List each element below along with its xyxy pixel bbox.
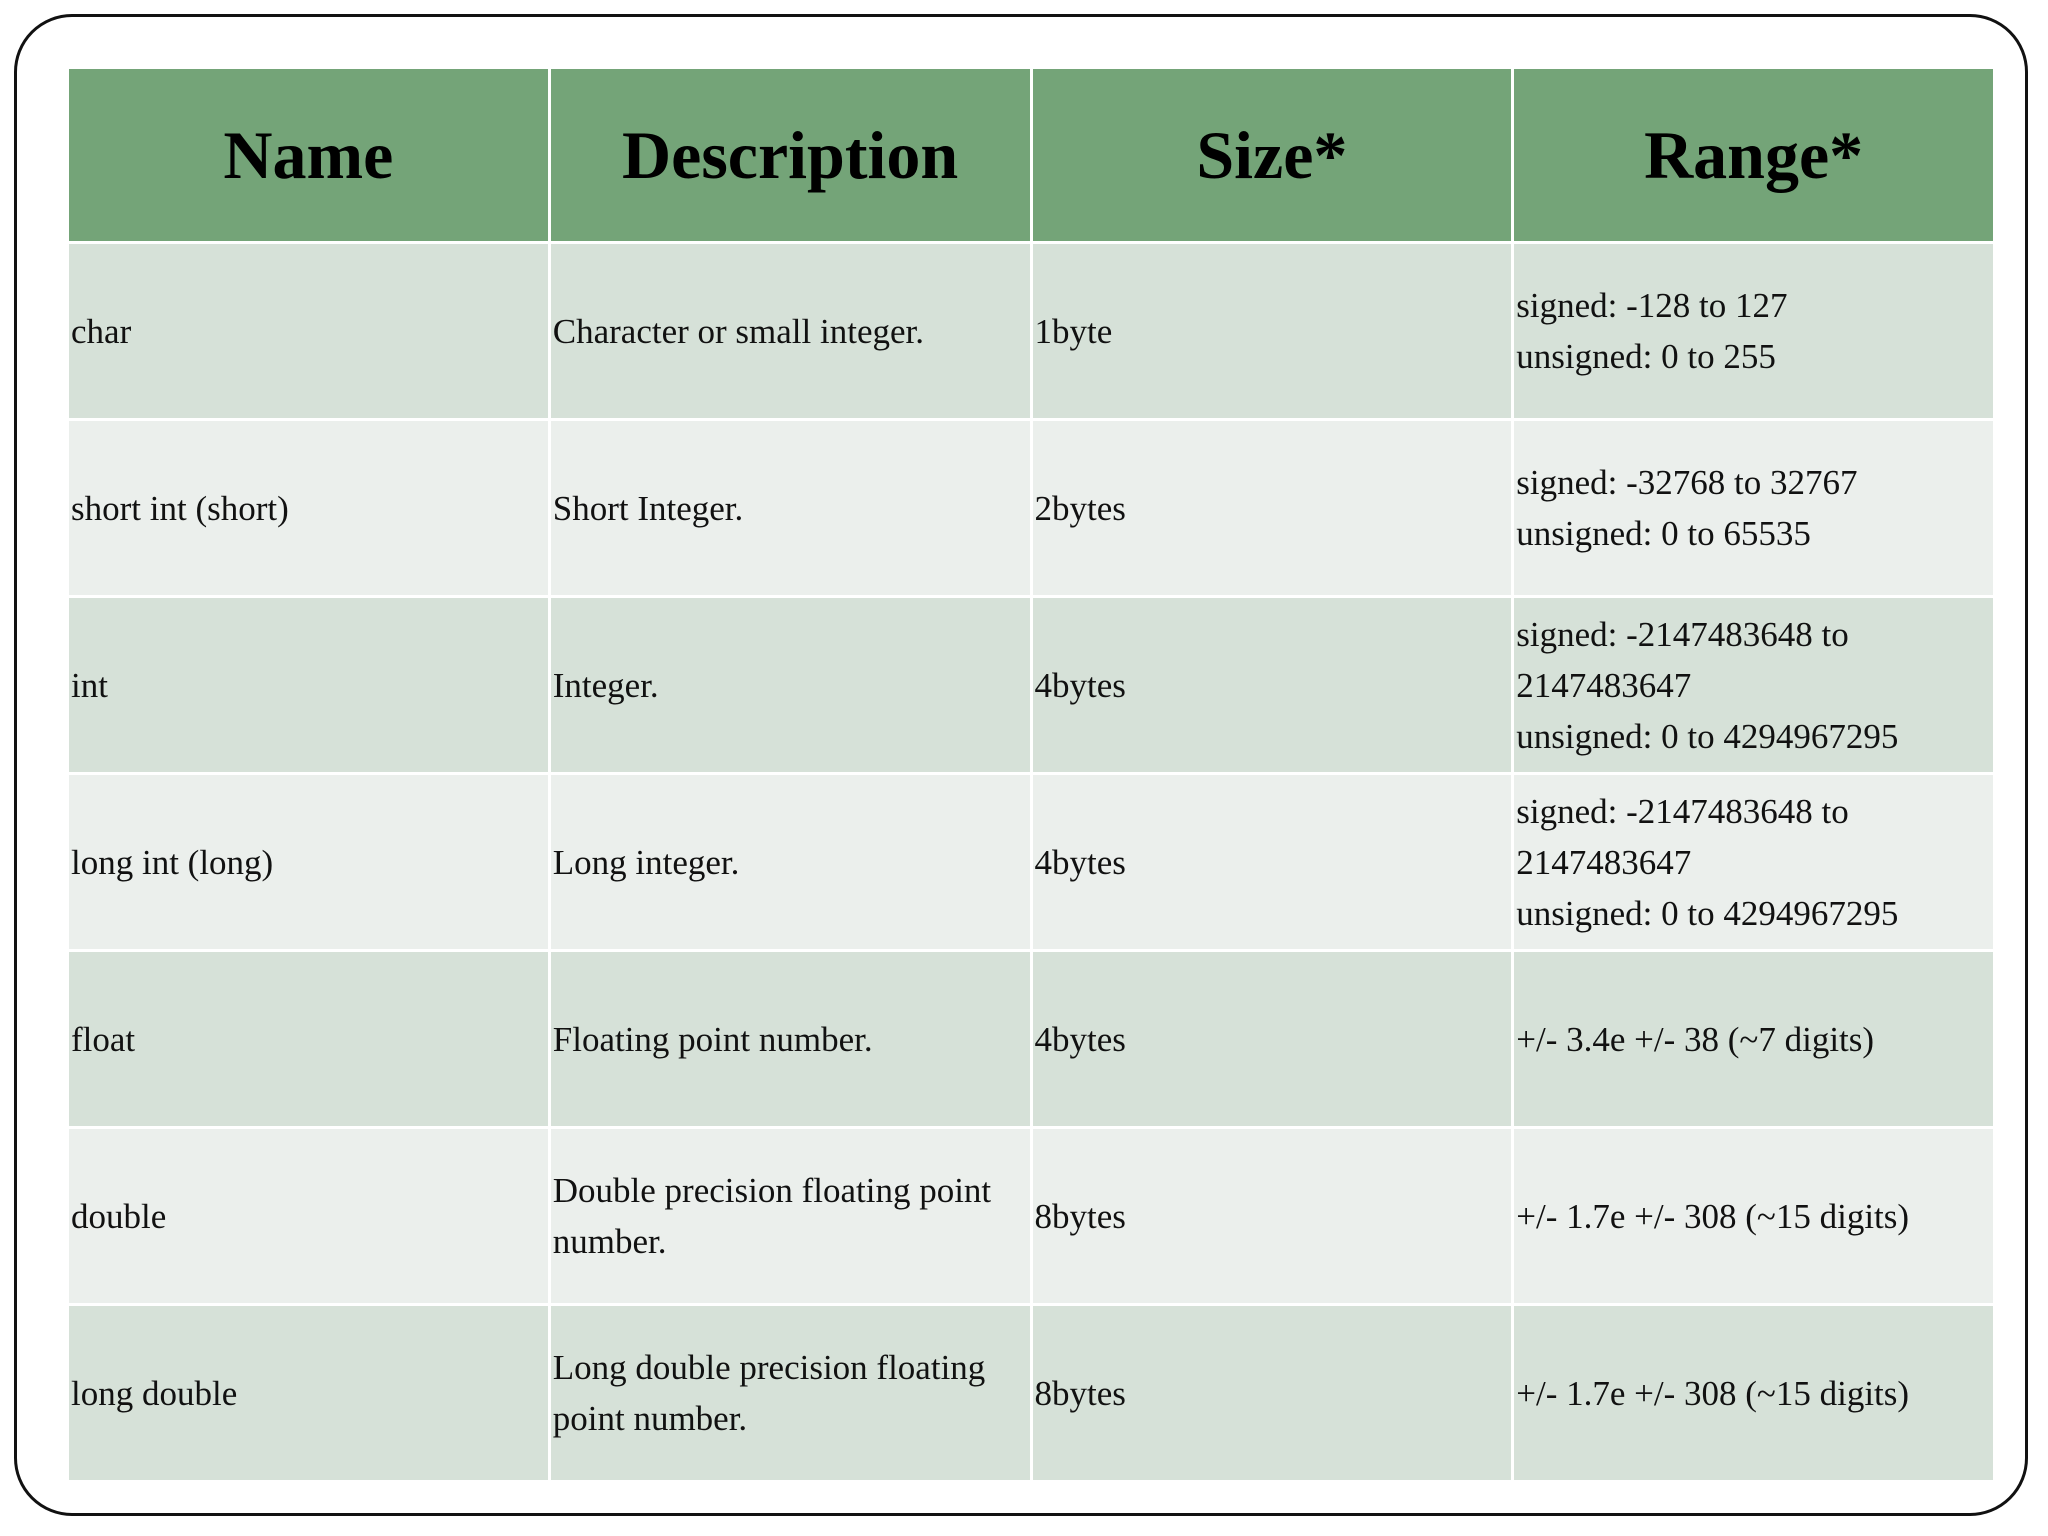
cell-description: Floating point number. xyxy=(551,952,1030,1126)
header-description: Description xyxy=(551,69,1030,241)
slide-frame xyxy=(14,14,2028,1516)
cell-size: 8bytes xyxy=(1033,1306,1512,1480)
table-row xyxy=(69,598,1993,772)
cell-description: Double precision floating point number. xyxy=(551,1129,1030,1303)
cell-name: float xyxy=(69,952,548,1126)
table-row xyxy=(69,244,1993,418)
cell-name: long double xyxy=(69,1306,548,1480)
table-row xyxy=(69,1129,1993,1303)
range-line: unsigned: 0 to 65535 xyxy=(1516,514,1811,553)
range-line: unsigned: 0 to 4294967295 xyxy=(1516,716,1899,756)
table-header-row xyxy=(69,69,1993,241)
header-range: Range* xyxy=(1514,69,1993,241)
range-line: signed: -2147483648 to xyxy=(1516,791,1849,831)
range-line: signed: -32768 to 32767 xyxy=(1516,463,1858,502)
range-line: unsigned: 0 to 255 xyxy=(1516,337,1776,376)
cell-description: Character or small integer. xyxy=(551,244,1030,418)
range-line: 2147483647 xyxy=(1516,665,1692,705)
cell-range xyxy=(1514,421,1993,595)
table-row xyxy=(69,952,1993,1126)
cell-size: 4bytes xyxy=(1033,775,1512,949)
range-line: unsigned: 0 to 4294967295 xyxy=(1516,893,1899,933)
cell-size: 8bytes xyxy=(1033,1129,1512,1303)
cell-description: Integer. xyxy=(551,598,1030,772)
cell-size: 2bytes xyxy=(1033,421,1512,595)
cell-name: char xyxy=(69,244,548,418)
cell-size: 1byte xyxy=(1033,244,1512,418)
cell-description: Long integer. xyxy=(551,775,1030,949)
cell-name: int xyxy=(69,598,548,772)
table-row xyxy=(69,1306,1993,1480)
cell-range xyxy=(1514,598,1993,772)
header-name: Name xyxy=(69,69,548,241)
header-size: Size* xyxy=(1033,69,1512,241)
cell-name: short int (short) xyxy=(69,421,548,595)
cell-name: long int (long) xyxy=(69,775,548,949)
range-line: signed: -2147483648 to xyxy=(1516,614,1849,654)
cell-range xyxy=(1514,775,1993,949)
cell-range xyxy=(1514,1306,1993,1480)
cell-range xyxy=(1514,952,1993,1126)
range-line: 2147483647 xyxy=(1516,842,1692,882)
data-types-table xyxy=(66,66,1996,1483)
table-body xyxy=(69,244,1993,1480)
cell-name: double xyxy=(69,1129,548,1303)
range-line: +/- 1.7e +/- 308 (~15 digits) xyxy=(1516,1373,1910,1413)
range-line: signed: -128 to 127 xyxy=(1516,286,1788,325)
cell-size: 4bytes xyxy=(1033,952,1512,1126)
table-row xyxy=(69,775,1993,949)
cell-size: 4bytes xyxy=(1033,598,1512,772)
cell-range xyxy=(1514,1129,1993,1303)
cell-range xyxy=(1514,244,1993,418)
cell-description: Long double precision floating point number. xyxy=(551,1306,1030,1480)
range-line: +/- 1.7e +/- 308 (~15 digits) xyxy=(1516,1196,1910,1236)
cell-description: Short Integer. xyxy=(551,421,1030,595)
table-row xyxy=(69,421,1993,595)
range-line: +/- 3.4e +/- 38 (~7 digits) xyxy=(1516,1019,1875,1059)
